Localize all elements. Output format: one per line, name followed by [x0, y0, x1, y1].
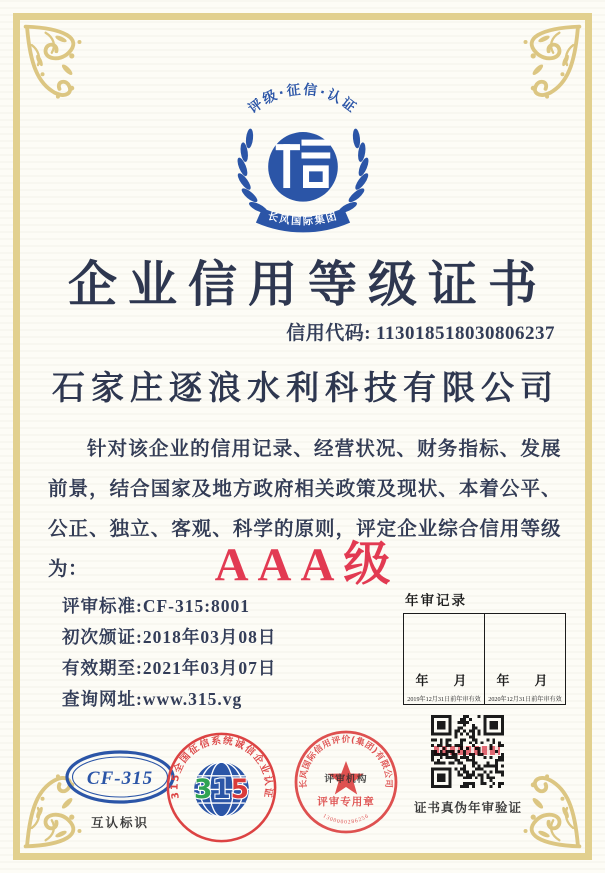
credit-rating-emblem	[209, 76, 397, 238]
assessor-seal-icon	[291, 727, 401, 837]
corner-flourish-icon	[505, 22, 583, 122]
svg-text:评级·征信·认证	[244, 81, 360, 117]
svg-text:1300000286256	[322, 813, 371, 825]
assessor-seal-arc-text: 长风国际信用评价(集团)有限公司	[298, 734, 394, 789]
year-month-label: 年 月	[496, 673, 554, 688]
annual-review-note: 2020年12月31日前年审有效	[488, 695, 562, 703]
annual-review-title: 年审记录	[405, 593, 467, 608]
mutual-recognition-caption: 互认标识	[90, 816, 149, 830]
cf315-text: CF-315	[86, 768, 154, 789]
globe-315-seal-icon	[163, 729, 280, 846]
annual-review-note: 2019年12月31日前年审有效	[407, 695, 481, 703]
assessor-org-label: 评审机构	[324, 774, 368, 785]
cf315-mark-icon	[64, 750, 176, 804]
special-chop-text: 评审专用章	[317, 796, 375, 808]
annual-review-cell	[484, 614, 565, 704]
qr-caption: 证书真伪年审验证	[413, 801, 522, 815]
svg-text:315	[194, 775, 249, 805]
assessment-paragraph: 针对该企业的信用记录、经营状况、财务指标、发展前景，结合国家及地方政府相关政策及现状、本着公平、公正、独立、客观、科学的原则，评定企业综合信用等级为：	[48, 439, 561, 580]
detail-valid-until: 有效期至:2021年03月07日	[62, 658, 277, 678]
globe-digit-5: 5	[230, 775, 249, 806]
qr-red-stamp-overlay	[434, 746, 500, 755]
emblem-banner-text: 长风国际集团	[265, 210, 340, 228]
annual-review-cell	[404, 614, 484, 704]
credit-code-label: 信用代码:	[286, 323, 372, 344]
credit-code-value: 113018518030806237	[376, 323, 555, 344]
detail-first-issue: 初次颁证:2018年03月08日	[62, 627, 277, 647]
verification-qr-code	[431, 715, 504, 788]
corner-flourish-icon	[22, 22, 100, 122]
seal-serial-number: 1300000286256	[321, 813, 371, 826]
credit-code-line	[286, 318, 555, 345]
detail-standard: 评审标准:CF-315:8001	[62, 596, 251, 616]
annual-review-table	[403, 613, 566, 705]
certificate-details	[62, 591, 276, 715]
company-name: 石家庄逐浪水利科技有限公司	[52, 368, 559, 407]
certificate-title: 企业信用等级证书	[67, 256, 548, 313]
globe-digit-3: 3	[194, 775, 213, 806]
year-month-label: 年 月	[415, 673, 473, 688]
annual-review-panel	[403, 589, 566, 705]
globe-digit-1: 1	[212, 775, 231, 806]
detail-query-url: 查询网址:www.315.vg	[62, 689, 243, 709]
globe-seal-arc-text: 315全国征信系统诚信企业认证	[169, 735, 274, 800]
rating-grade: AAA级	[214, 539, 400, 591]
emblem-arc-text: 评级·征信·认证	[244, 81, 361, 118]
